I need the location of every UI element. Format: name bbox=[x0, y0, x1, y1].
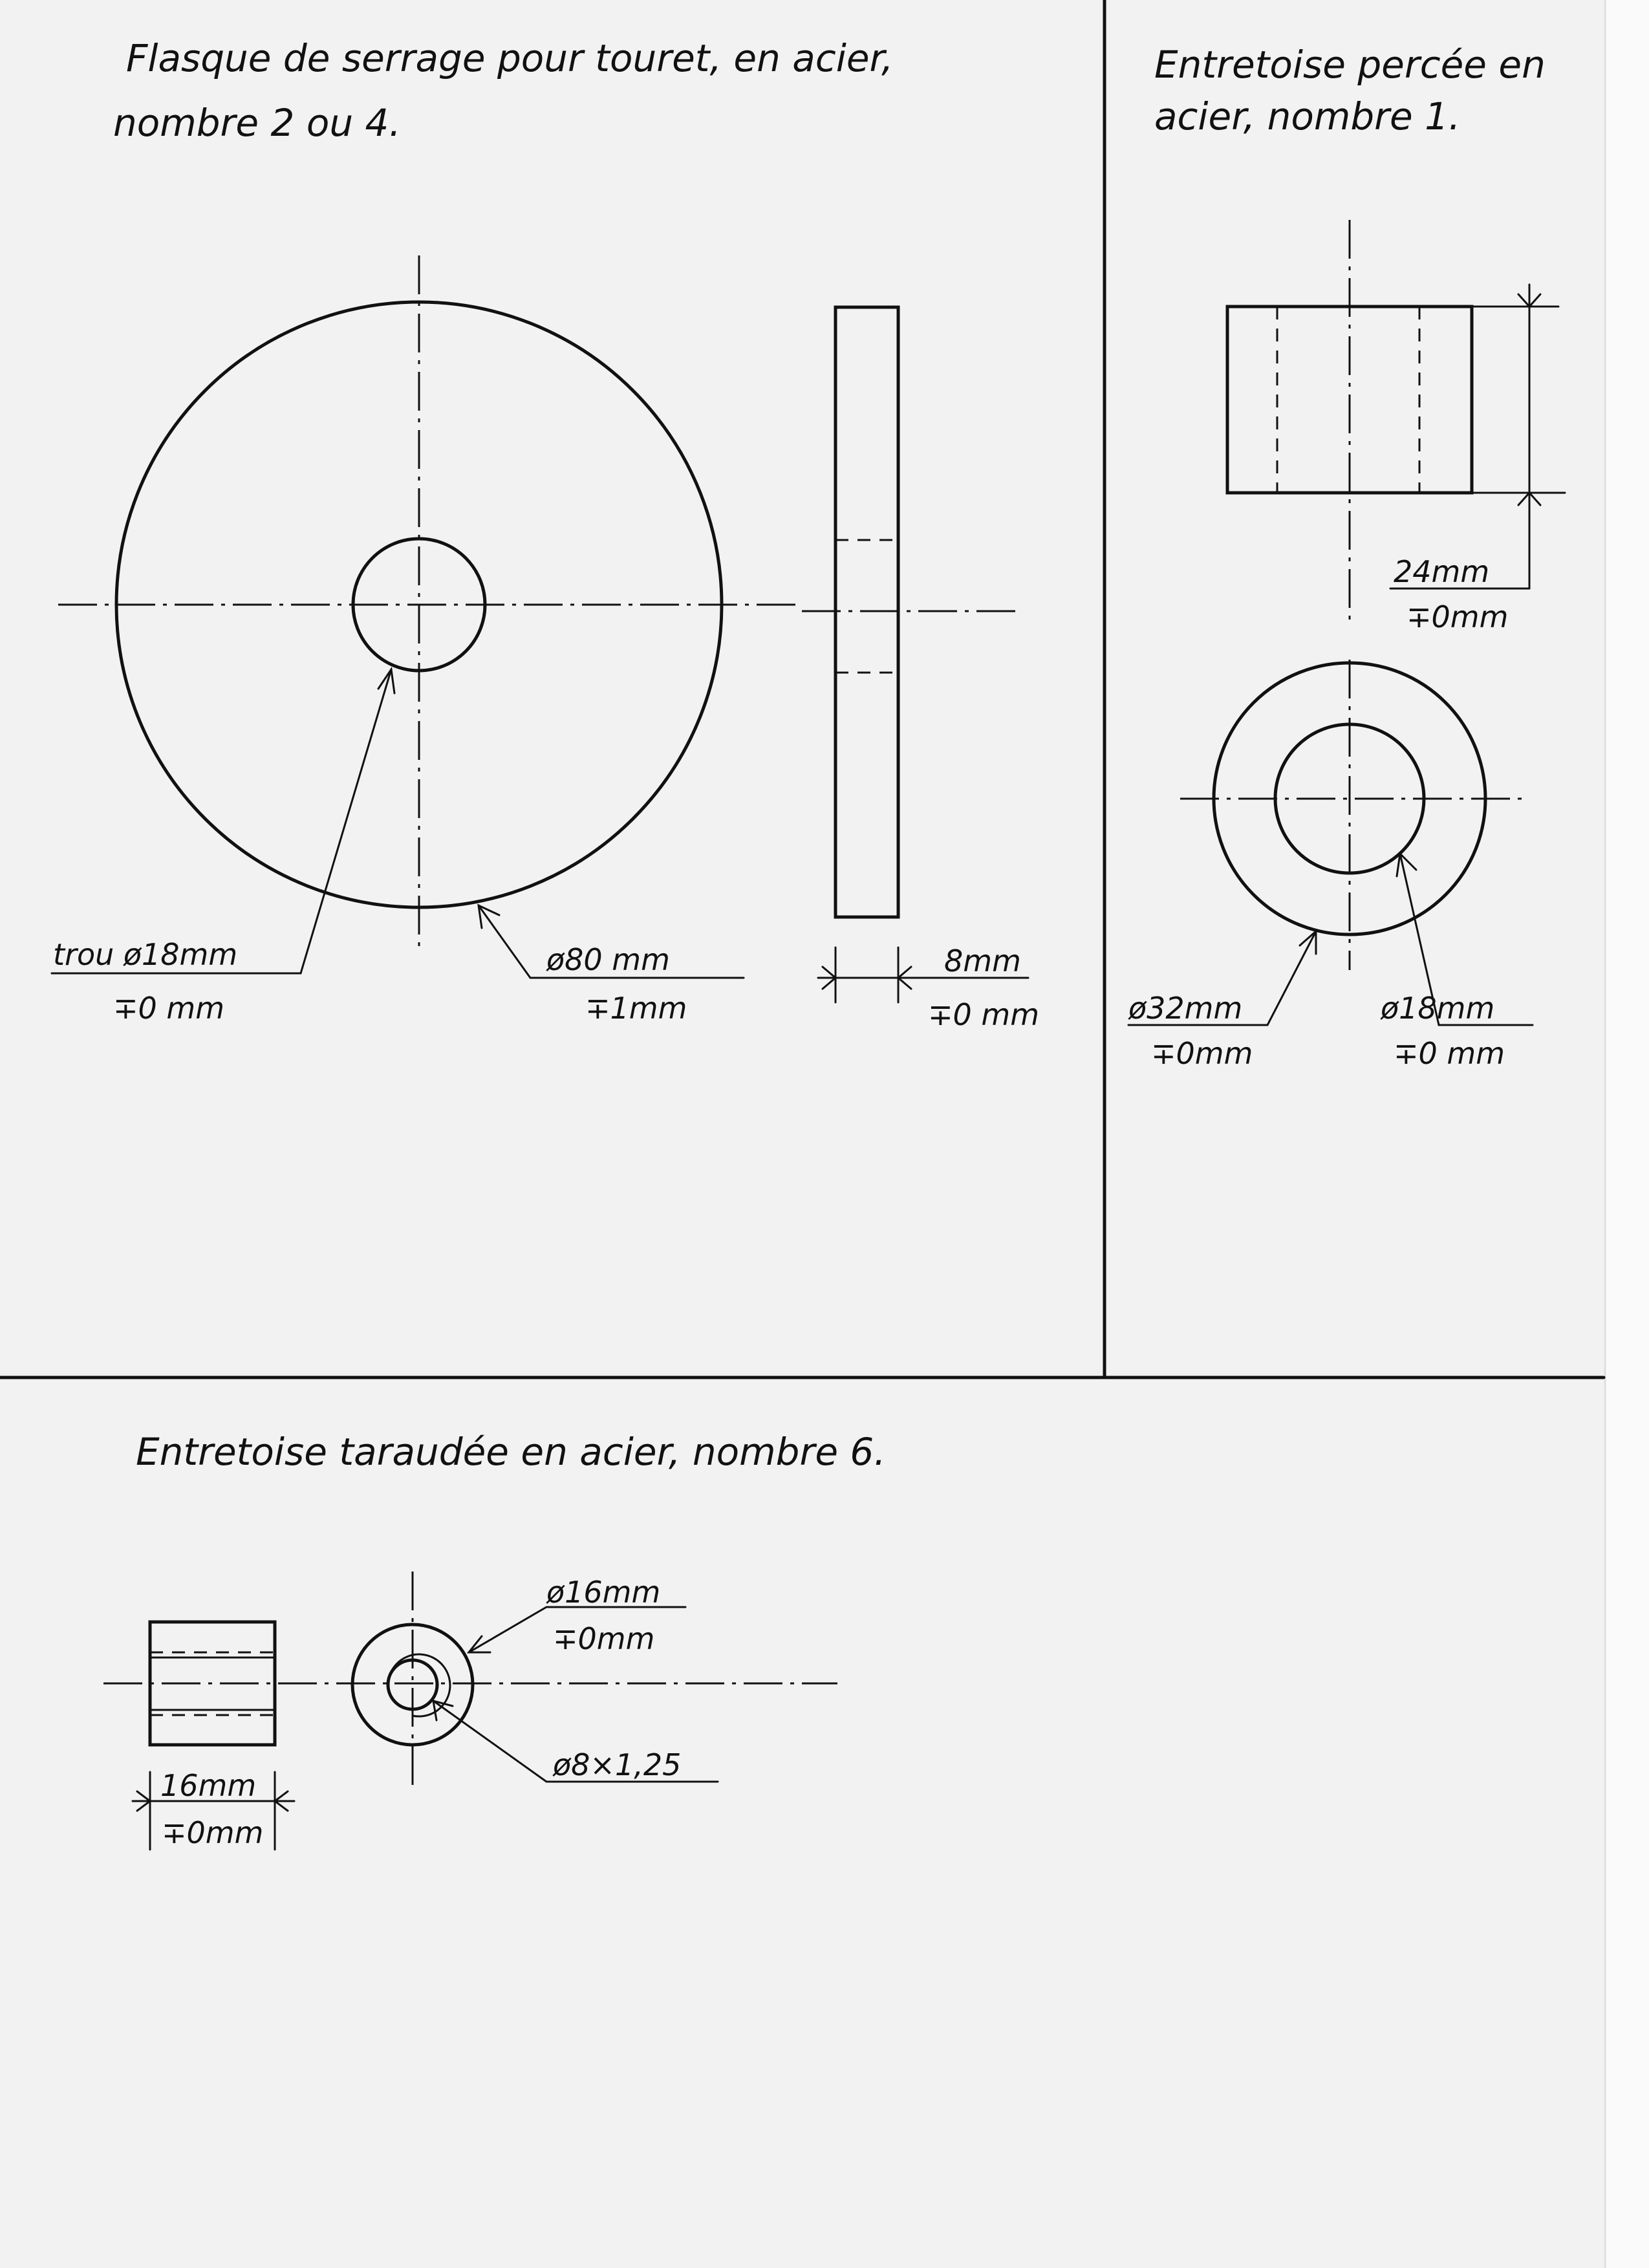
clamp-flange-title-line1: Flasque de serrage pour touret, en acier, bbox=[126, 36, 894, 80]
flange-hole-label: trou ø18mm bbox=[53, 937, 238, 972]
tapped-spacer-thread-label: ø8×1,25 bbox=[553, 1747, 682, 1782]
tapped-spacer-length-label: 16mm bbox=[160, 1768, 257, 1803]
drilled-spacer-outer-tolerance: ∓0mm bbox=[1151, 1036, 1253, 1071]
drilled-spacer-length-label: 24mm bbox=[1394, 554, 1490, 589]
outer-dia-arrow bbox=[1300, 931, 1316, 954]
flange-thickness-tolerance: ∓0 mm bbox=[928, 997, 1040, 1032]
tapped-spacer-outer-tolerance: ∓0mm bbox=[553, 1621, 655, 1656]
flange-front-view bbox=[52, 255, 802, 1026]
tapped-spacer-outer-label: ø16mm bbox=[546, 1575, 661, 1610]
tapped-spacer-panel bbox=[103, 1430, 886, 1850]
clamp-flange-title-line2: nombre 2 ou 4. bbox=[113, 101, 401, 145]
drilled-spacer-outer-label: ø32mm bbox=[1128, 991, 1243, 1026]
tapped-spacer-title: Entretoise taraudée en acier, nombre 6. bbox=[136, 1430, 886, 1474]
tapped-spacer-length-tolerance: ∓0mm bbox=[162, 1815, 264, 1850]
paper-edge bbox=[1604, 0, 1649, 2268]
drilled-spacer-inner-tolerance: ∓0 mm bbox=[1394, 1036, 1505, 1071]
flange-outer-label: ø80 mm bbox=[546, 942, 670, 977]
inner-dia-arrow bbox=[1397, 854, 1416, 876]
clamp-flange-panel bbox=[52, 36, 1039, 1032]
flange-outer-tolerance: ∓1mm bbox=[585, 991, 687, 1026]
drilled-spacer-title-line1: Entretoise percée en bbox=[1154, 43, 1546, 87]
drilled-spacer-side-view bbox=[1227, 220, 1565, 634]
flange-side-view bbox=[802, 307, 1039, 1032]
drilled-spacer-title-line2: acier, nombre 1. bbox=[1154, 94, 1461, 138]
flange-thickness-label: 8mm bbox=[944, 944, 1021, 978]
hole-leader-line bbox=[52, 669, 391, 973]
drilled-spacer-inner-label: ø18mm bbox=[1381, 991, 1495, 1026]
drilled-spacer-panel bbox=[1128, 43, 1565, 1071]
hole-leader-arrow bbox=[378, 669, 394, 693]
tapped-spacer-side-view bbox=[103, 1622, 837, 1850]
flange-hole-tolerance: ∓0 mm bbox=[113, 991, 225, 1026]
drilled-spacer-length-tolerance: ∓0mm bbox=[1406, 599, 1509, 634]
tapped-spacer-front-view bbox=[352, 1571, 718, 1785]
drilled-spacer-front-view bbox=[1128, 660, 1533, 1071]
